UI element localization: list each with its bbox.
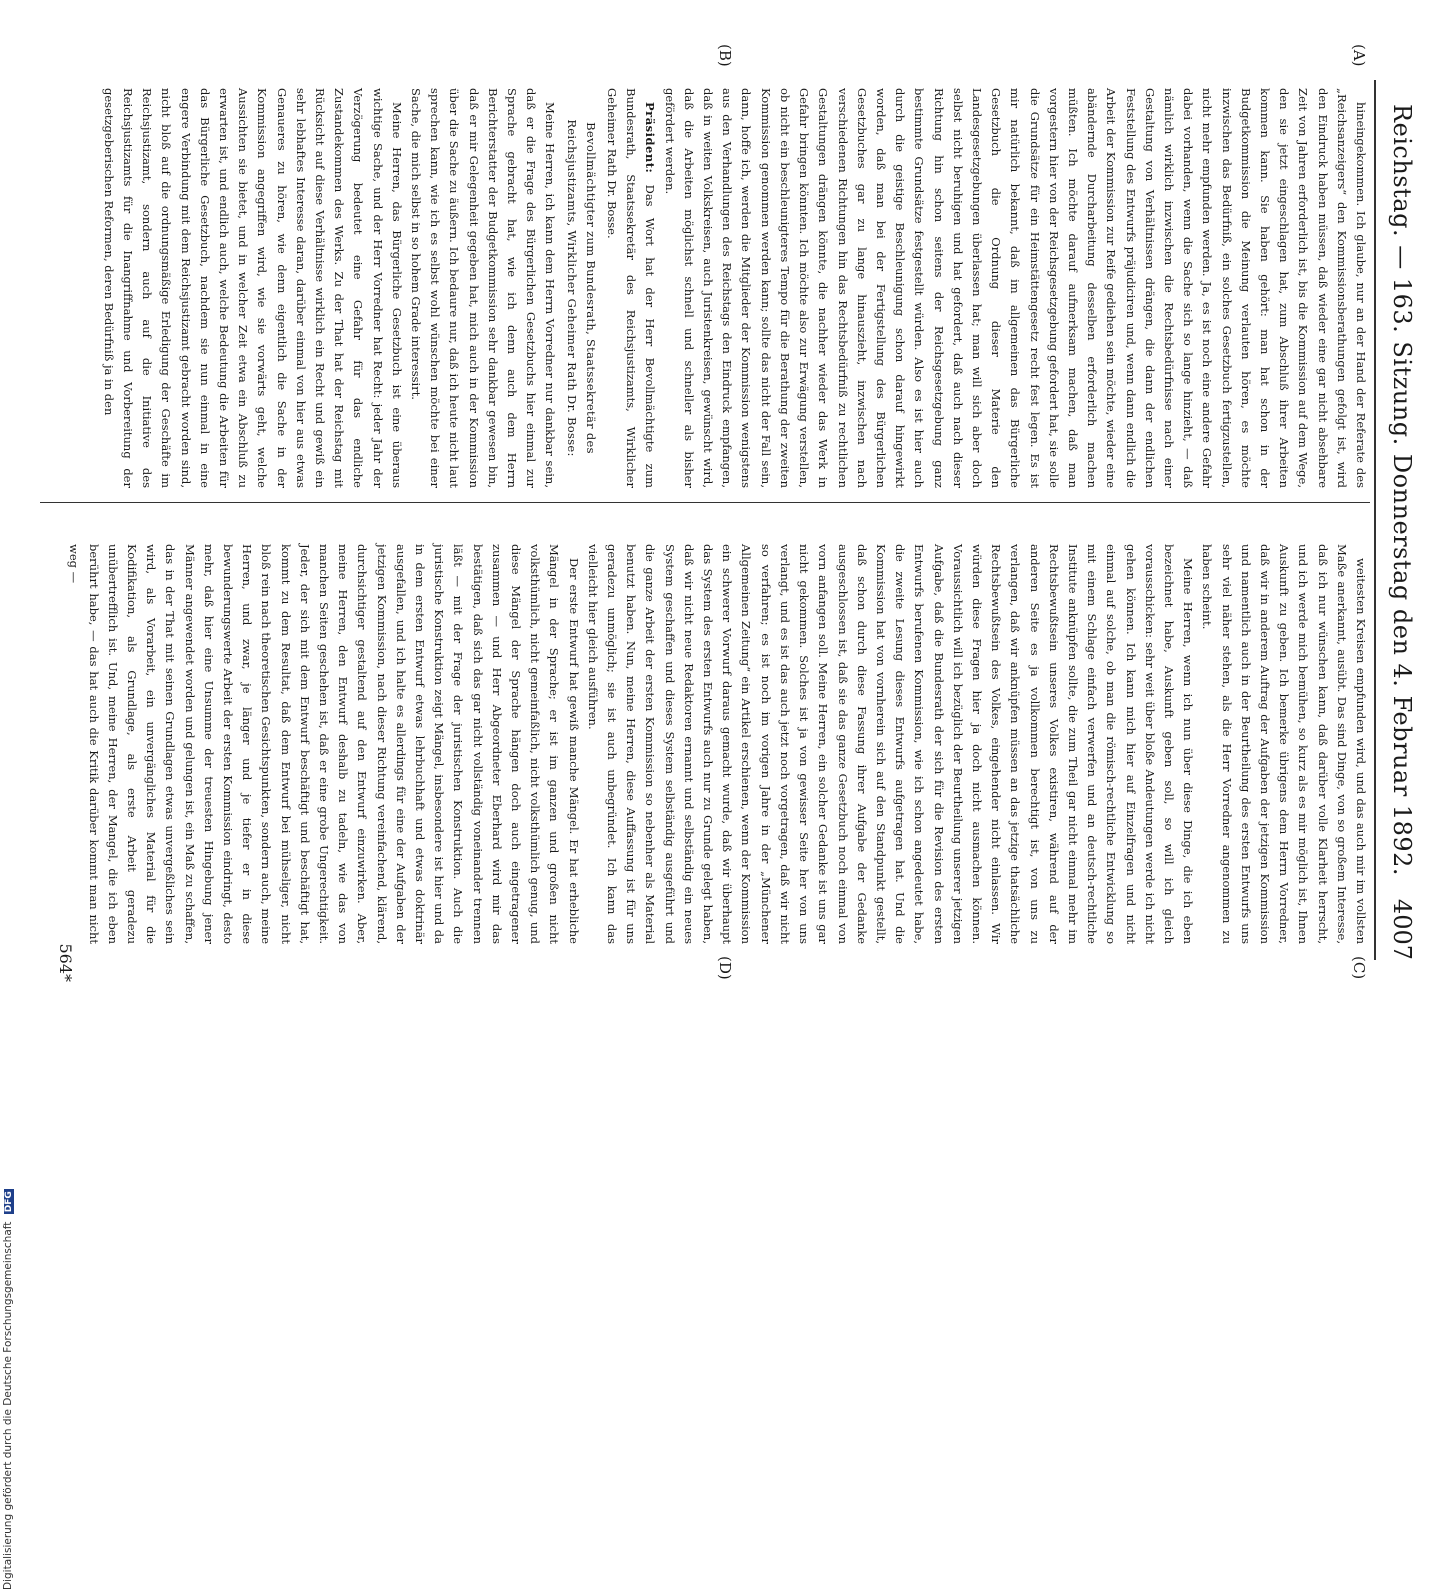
header-rule [1374, 80, 1376, 960]
speaker-heading: Bevollmächtigter zum Bundesrath, Staatssekretär des Reichsjustizamts, Wirklicher Geheimer Rath Dr. Bosse: [564, 119, 598, 457]
column-divider [40, 502, 1370, 503]
speaker-paragraph [602, 88, 660, 488]
paragraph-text: Das Wort hat der Herr Bevollmächtigte zum Bundesrath, Staatssekretär des Reichsjustizamts, Wirklicher Geheimer Rath Dr. Bosse. [605, 88, 658, 488]
paragraph: Der erste Entwurf hat gewiß manche Mängel. Er hat erhebliche Mängel in der Sprache; er ist im ganzen und großen nicht volksthümlich, nicht gemeinfaßlich, nicht volksthümlich genug, und diese Mängel der Sprache hängen doch auch eingetragener zusammen — und Herr Abgeordneter Eberhard wird mir das bestätigen, daß sich das gar nicht vollständig voneinander trennen läßt — mit der Frage der juristischen Konstruktion. Auch die juristische Konstruktion zeigt Mängel, insbesondere ist hier und da in dem ersten Entwurf etwas lehrbuchhaft und etwas doktrinär ausgefallen, und ich halte es allerdings für eine der Aufgaben der jetzigen Kommission, nach dieser Richtung vereinfachend, klärend, durchsichtiger gestaltend auf den Entwurf einzuwirken. Aber, meine Herren, den Entwurf deshalb zu tadeln, wie das von manchen Seiten geschehen ist, daß er eine grobe Ungerechtigkeit. Jeder, der sich mit dem Entwurf beschäftigt und beschäftigt hat, kommt zu dem Resultat, daß dem Entwurf bei mühseliger, nicht bloß rein nach theoretischen Gesichtspunkten, sondern auch, meine Herren, und zwar, je länger und je tiefer er in diese bewunderungswerte Arbeit der ersten Kommission eindringt, desto mehr, daß hier eine Unsumme der treuesten Hingebung jener Männer angewendet worden und gelungen ist, ein Maß zu schaffen, das in der That mit seinen Grundlagen etwas unvergeßliches sein wird, als Vorarbeit, ein unvergängliches Material für die Kodifikation, als Grundlage, als erste Arbeit geradezu unübertrefflich ist. Und, meine Herren, der Mangel, die ich eben berührt habe, — das hat auch die Kritik darüber kommt man nicht weg — [67, 544, 581, 944]
page-number: 4007 [1388, 898, 1416, 960]
margin-letter-c: (C) [1350, 956, 1368, 980]
margin-letter-b: (B) [716, 44, 734, 67]
running-title: Reichstag. — 163. Sitzung. Donnerstag den 4. Februar 1892. [1388, 103, 1416, 877]
margin-letter-a: (A) [1350, 44, 1368, 67]
paragraph: Meine Herren, das Bürgerliche Gesetzbuch ist eine überaus wichtige Sache, und der Herr Vorredner hat Recht: jeder Jahr der Verzögerung bedeutet eine Gefahr für das endliche Zustandekommen des Werks. Zu der That hat der Reichstag mit Rücksicht auf diese Verhältnisse wirklich ein Recht und gewiß ein sehr lebhaftes Interesse daran, darüber einmal von hier aus etwas Genaueres zu hören, wie denn eigentlich die Sache in der Kommission angegriffen wird, wie sie vorwärts geht, welche Aussichten sie bietet, und in welcher Zeit etwa ein Abschluß zu erwarten ist, und endlich auch, welche Bedeutung die Arbeiten für das Bürgerliche Gesetzbuch, nachdem sie nun einmal in eine engere Verbindung mit dem Reichsjustizamt gebracht worden sind, nicht bloß auf die ordnungsmäßige Erledigung der Geschäfte im Reichsjustizamt, sondern auch auf die Initiative des Reichsjustizamts für die Inangriffnahme und Vorbereitung der gesetzgeberischen Reformen, deren Bedürfniß ja in den [101, 88, 404, 488]
signature-mark: 564* [56, 943, 75, 982]
paragraph: Meine Herren, ich kann dem Herrn Vorredner nur dankbar sein, daß er die Frage des Bürgerlichen Gesetzbuchs hier einmal zur Sprache gebracht hat, wie ich denn auch dem Herrn Berichterstatter der Budgetkommission sehr dankbar gewesen bin, daß er mir Gelegenheit gegeben hat, mich auch in der Kommission über die Sache zu äußern. Ich bedaure nur, daß ich heute nicht laut sprechen kann, wie ich es selbst wohl wünschen möchte bei einer Sache, die mich selbst in so hohem Grade interessirt. [409, 88, 558, 488]
speaker-label: Präsident: [643, 102, 658, 174]
page-header [1376, 40, 1416, 960]
margin-letter-d: (D) [716, 956, 734, 980]
digitization-text: Digitalisierung gefördert durch die Deutsche Forschungsgemeinschaft [2, 1221, 14, 1590]
dfg-logo: DFG [4, 1191, 14, 1213]
paragraph: hineingekommen. Ich glaube, nur an der Hand der Referate des „Reichsanzeigers“ den Kommissionsberathungen gefolgt ist, wird den Eindruck haben müssen, daß wieder eine gar nicht absehbare Zeit von Jahren erforderlich ist, bis die Kommission auf dem Wege, den sie jetzt eingeschlagen hat, zum Abschluß ihrer Arbeiten kommen kann. Sie haben gehört: man hat schon in der Budgetkommission die Meinung verlauten hören, es möchte inzwischen das Bedürfniß, ein solches Gesetzbuch fertigzustellen, nicht mehr empfunden werden. Ja, es ist noch eine andere Gefahr dabei vorhanden, wenn die Sache sich so lange hinzieht, — daß nämlich wirklich inzwischen die Rechtsbedürfnisse nach einer Gestaltung von Verhältnissen drängen, die dann der endlichen Feststellung des Entwurfs präjudiciren und, wenn dann endlich die Arbeit der Kommission zur Reife gediehen sein möchte, wieder eine abändernde Durcharbeitung desselben erforderlich machen müßten. Ich möchte darauf aufmerksam machen, daß man vorgestern hier von der Reichsgesetzgebung gefordert hat, sie solle die Grundsätze für ein Heimstättengesetz recht fest legen. Es ist mir natürlich bekannt, daß im allgemeinen das Bürgerliche Gesetzbuch die Ordnung dieser Materie den Landesgesetzgebungen überlassen hat; man will sich aber doch selbst nicht beruhigen und hat gefordert, daß auch nach dieser Richtung hin schon seitens der Reichsgesetzgebung ganz bestimmte Grundsätze festgestellt würden. Also es ist hier auch durch die geistige Beschleunigung schon darauf hingewirkt worden, daß man bei der Fertigstellung des Bürgerlichen Gesetzbuches gar zu lange hinauszieht, inzwischen nach verschiedenen Richtungen hin das Rechtsbedürfniß zu rechtlichen Gestaltungen drängen könnte, die nachher wieder das Werk in Gefahr bringen könnten. Ich möchte also zur Erwägung verstellen, ob nicht ein beschleunigteres Tempo für die Berathung der zweiten Kommission genommen werden kann; sollte das nicht der Fall sein, dann, hoffe ich, werden die Mitglieder der Kommission wenigstens aus den Verhandlungen des Reichstags den Eindruck empfangen, daß in weiten Volkskreisen, auch Juristenkreisen, gewünscht wird, daß die Arbeiten möglichst schnell und schneller als bisher gefördert werden. [662, 88, 1368, 488]
paragraph: weitesten Kreisen empfunden wird, und das auch mir im vollsten Maße anerkannt, ausübt. Das sind Dinge, von so großem Interesse, daß ich nur wünschen kann, daß darüber volle Klarheit herrscht, und ich werde mich bemühen, so kurz als es mir möglich ist, Ihnen Auskunft zu geben. Ich bemerke übrigens dem Herrn Vorredner, daß wir in anderem Auftrag der Aufgaben der jetzigen Kommission und namentlich auch in der Beurtheilung des ersten Entwurfs uns sehr viel näher stehen, als die Herr Vorredner angenommen zu haben scheint. [1200, 544, 1368, 944]
digitization-note [2, 158, 20, 1590]
left-column [99, 88, 1370, 488]
right-column [64, 544, 1370, 944]
paragraph: Meine Herren, wenn ich nun über diese Dinge, die ich eben bezeichnet habe, Auskunft geben soll, so will ich gleich vorausschicken: sehr weit über bloße Andeutungen werde ich nicht gehen können. Ich kann mich hier auf Einzelfragen und nicht einmal auf solche, ob man die römisch-rechtliche Entwicklung so mit einem Schlage einfach verwerfen und an deutsch-rechtliche Institute anknüpfen sollte, die zum Theil gar nicht einmal mehr im Rechtsbewußtsein unseres Volkes existiren, während auf der anderen Seite es ja vollkommen berechtigt ist, von uns zu verlangen, daß wir anknüpfen müssen an das jetzige thatsächliche Rechtsbewußtsein des Volkes, eingehender nicht einlassen. Wir würden diese Fragen hier ja doch nicht ausmachen können. Voraussichtlich will ich bezüglich der Beurtheilung unserer jetzigen Aufgabe, daß die Bundesrath der sich für die Revision des ersten Entwurfs berufenen Kommission, wie ich schon angedeutet habe, die zweite Lesung dieses Entwurfs aufgetragen hat. Und die Kommission hat von vornherein sich auf den Standpunkt gestellt, daß schon durch diese Fassung ihrer Aufgabe der Gedanke ausgeschlossen ist, daß sie das ganze Gesetzbuch noch einmal von vorn anfangen soll. Meine Herren, ein solcher Gedanke ist uns gar nicht gekommen. Solches ist ja von gewisser Seite her von uns verlangt, und es ist das auch jetzt noch vorgetragen, daß wir nicht so verfahren; es ist noch im vorigen Jahre in der „Münchener Allgemeinen Zeitung“ ein Artikel erschienen, wenn der Kommission ein schwerer Vorwurf daraus gemacht wurde, daß wir überhaupt das System des ersten Entwurfs auch nur zu Grunde gelegt haben, daß wir nicht neue Redaktoren ernannt und selbständig ein neues System geschaffen und dieses System selbständig ausgeführt und die ganze Arbeit der ersten Kommission so nebenher als Material benutzt haben. Nun, meine Herren, diese Auffassung ist für uns geradezu unmöglich; sie ist auch unbegründet. Ich kann das vielleicht hier gleich ausführen. [585, 544, 1196, 944]
